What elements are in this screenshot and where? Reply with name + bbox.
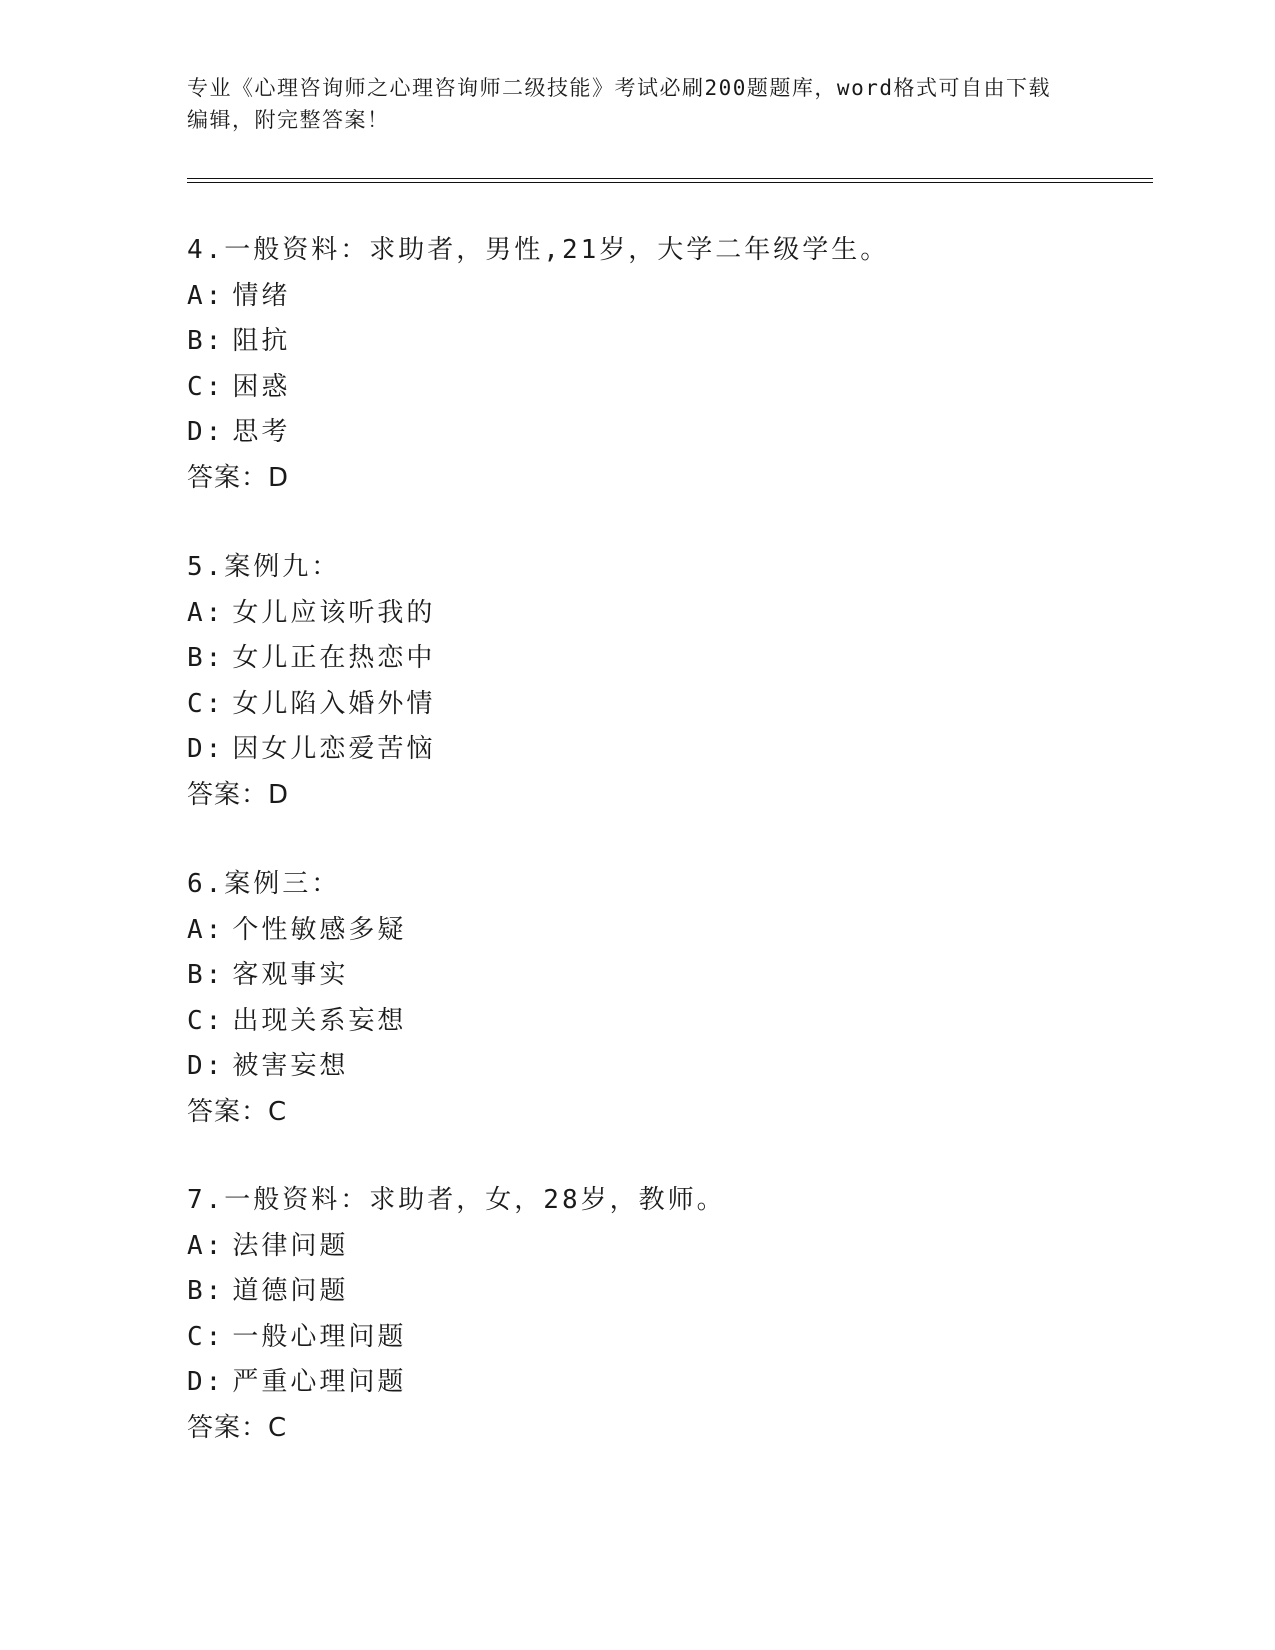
question-6 (187, 862, 1087, 1135)
option-letter: B: (187, 1276, 225, 1306)
option-text: 困惑 (232, 371, 291, 402)
option-d (187, 410, 1087, 456)
question-stem: 5.案例九： (187, 552, 341, 582)
header-divider-bottom (187, 182, 1153, 183)
option-text: 出现关系妄想 (232, 1005, 407, 1036)
option-text: 阻抗 (232, 326, 291, 356)
question-4 (187, 228, 1087, 501)
option-text: 一般心理问题 (232, 1321, 407, 1352)
option-b (187, 636, 1087, 682)
option-text: 法律问题 (232, 1230, 349, 1261)
answer-line: 答案：D (187, 462, 290, 493)
option-letter: C: (187, 688, 225, 719)
option-letter: C: (187, 371, 225, 402)
option-text: 个性敏感多疑 (232, 914, 407, 945)
option-text: 女儿应该听我的 (232, 597, 436, 628)
option-letter: A: (187, 914, 225, 945)
question-stem: 4.一般资料：求助者，男性,21岁，大学二年级学生。 (187, 235, 890, 265)
option-b (187, 953, 1087, 999)
option-text: 女儿正在热恋中 (232, 643, 436, 673)
option-text: 道德问题 (232, 1276, 349, 1306)
option-text: 严重心理问题 (232, 1367, 407, 1397)
option-b (187, 1269, 1087, 1315)
option-letter: A: (187, 280, 225, 311)
option-c (187, 682, 1087, 728)
option-a (187, 274, 1087, 320)
question-stem: 6.案例三： (187, 869, 341, 899)
option-letter: D: (187, 734, 225, 764)
option-d (187, 1360, 1087, 1406)
option-letter: C: (187, 1321, 225, 1352)
option-letter: A: (187, 1230, 225, 1261)
option-letter: C: (187, 1005, 225, 1036)
option-letter: B: (187, 960, 225, 990)
option-text: 因女儿恋爱苦恼 (232, 734, 436, 764)
option-letter: A: (187, 597, 225, 628)
option-b (187, 319, 1087, 365)
option-text: 情绪 (232, 280, 291, 311)
option-a (187, 591, 1087, 637)
question-7 (187, 1178, 1087, 1451)
option-letter: D: (187, 1051, 225, 1081)
option-d (187, 727, 1087, 773)
document-header: 专业《心理咨询师之心理咨询师二级技能》考试必刷200题题库，word格式可自由下载编辑，附完整答案！ (187, 76, 1051, 132)
option-letter: B: (187, 326, 225, 356)
answer-line: 答案：C (187, 1412, 288, 1443)
header-divider-top (187, 178, 1153, 179)
option-d (187, 1044, 1087, 1090)
option-letter: D: (187, 1367, 225, 1397)
option-letter: D: (187, 417, 225, 447)
option-text: 思考 (232, 417, 291, 447)
option-c (187, 365, 1087, 411)
option-text: 被害妄想 (232, 1051, 349, 1081)
answer-line: 答案：D (187, 779, 290, 810)
option-c (187, 1315, 1087, 1361)
option-a (187, 908, 1087, 954)
answer-line: 答案：C (187, 1096, 288, 1127)
question-stem: 7.一般资料：求助者，女，28岁，教师。 (187, 1185, 726, 1215)
option-text: 客观事实 (232, 960, 349, 990)
option-letter: B: (187, 643, 225, 673)
question-5 (187, 545, 1087, 818)
option-c (187, 999, 1087, 1045)
option-text: 女儿陷入婚外情 (232, 688, 436, 719)
option-a (187, 1224, 1087, 1270)
